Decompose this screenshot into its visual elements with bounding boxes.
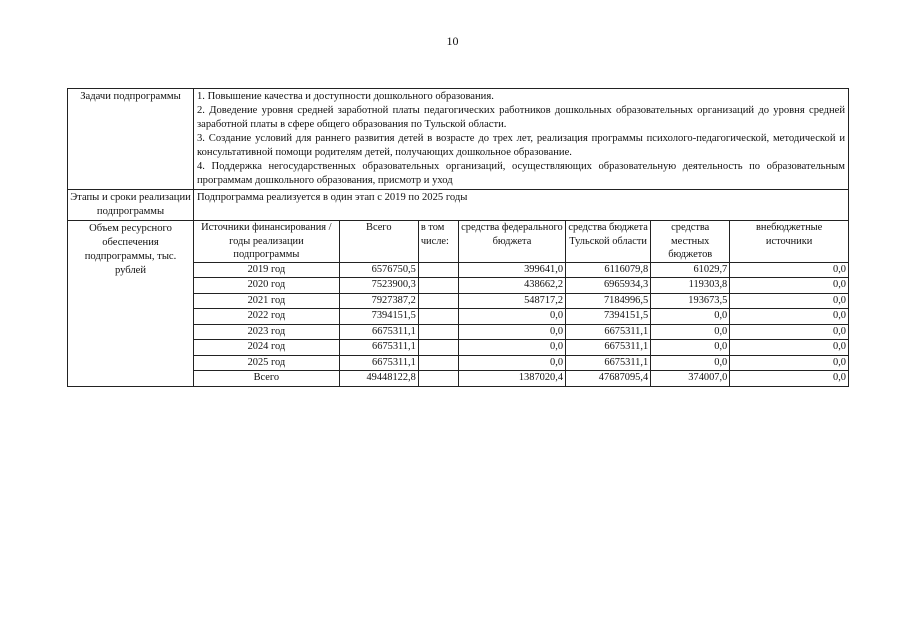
- extra-cell: 0,0: [730, 324, 848, 340]
- stages-label: Этапы и сроки реализации подпрограммы: [68, 190, 194, 221]
- federal-cell: 0,0: [458, 324, 565, 340]
- including-cell: [418, 278, 458, 294]
- passport-table: [67, 88, 849, 387]
- header-federal: средства федерального бюджета: [458, 221, 565, 262]
- total-cell: 49448122,8: [339, 371, 418, 386]
- local-cell: 0,0: [651, 355, 730, 371]
- including-cell: [418, 371, 458, 386]
- total-cell: 7927387,2: [339, 293, 418, 309]
- task-item: 4. Поддержка негосударственных образовательных организаций, осуществляющих образовательную деятельность по образовательным программам дошкольного образования, присмотр и уход: [197, 161, 845, 186]
- header-local: средства местных бюджетов: [651, 221, 730, 262]
- tasks-row: [68, 89, 849, 190]
- federal-cell: 438662,2: [458, 278, 565, 294]
- header-regional: средства бюджета Тульской области: [566, 221, 651, 262]
- total-cell: 6675311,1: [339, 340, 418, 356]
- year-cell: 2024 год: [194, 340, 339, 356]
- federal-cell: 0,0: [458, 309, 565, 325]
- task-item: 2. Доведение уровня средней заработной платы педагогических работников дошкольных образовательных организаций до уровня средней заработной платы в сфере общего образования по Тульской области.: [197, 105, 845, 130]
- local-cell: 0,0: [651, 309, 730, 325]
- extra-cell: 0,0: [730, 309, 848, 325]
- stages-row: [68, 190, 849, 221]
- table-row: [194, 340, 848, 356]
- including-cell: [418, 324, 458, 340]
- extra-cell: 0,0: [730, 371, 848, 386]
- including-cell: [418, 293, 458, 309]
- resources-label: Объем ресурсного обеспечения подпрограммы, тыс. рублей: [68, 221, 194, 387]
- including-cell: [418, 340, 458, 356]
- resources-cell: [194, 221, 849, 387]
- total-cell: 6675311,1: [339, 324, 418, 340]
- local-cell: 193673,5: [651, 293, 730, 309]
- local-cell: 0,0: [651, 340, 730, 356]
- local-cell: 119303,8: [651, 278, 730, 294]
- table-row: [194, 278, 848, 294]
- total-cell: 6675311,1: [339, 355, 418, 371]
- table-row: [194, 293, 848, 309]
- header-sources: Источники финансирования / годы реализации подпрограммы: [194, 221, 339, 262]
- header-including: в том числе:: [418, 221, 458, 262]
- tasks-label: Задачи подпрограммы: [68, 89, 194, 190]
- task-item: 1. Повышение качества и доступности дошкольного образования.: [197, 91, 494, 102]
- extra-cell: 0,0: [730, 293, 848, 309]
- table-row: [194, 262, 848, 278]
- header-extra: внебюджетные источники: [730, 221, 848, 262]
- federal-cell: 0,0: [458, 355, 565, 371]
- total-cell: 7523900,3: [339, 278, 418, 294]
- financing-table: [194, 221, 848, 386]
- table-row: [194, 309, 848, 325]
- federal-cell: 399641,0: [458, 262, 565, 278]
- extra-cell: 0,0: [730, 278, 848, 294]
- year-cell: 2020 год: [194, 278, 339, 294]
- federal-cell: 0,0: [458, 340, 565, 356]
- extra-cell: 0,0: [730, 355, 848, 371]
- including-cell: [418, 309, 458, 325]
- regional-cell: 6675311,1: [566, 324, 651, 340]
- regional-cell: 6675311,1: [566, 340, 651, 356]
- resources-row: [68, 221, 849, 387]
- table-row: [194, 324, 848, 340]
- table-row: [194, 355, 848, 371]
- regional-cell: 6675311,1: [566, 355, 651, 371]
- year-cell: 2025 год: [194, 355, 339, 371]
- year-cell: 2021 год: [194, 293, 339, 309]
- total-cell: 7394151,5: [339, 309, 418, 325]
- local-cell: 61029,7: [651, 262, 730, 278]
- page-number: 10: [446, 34, 459, 48]
- federal-cell: 1387020,4: [458, 371, 565, 386]
- total-cell: 6576750,5: [339, 262, 418, 278]
- federal-cell: 548717,2: [458, 293, 565, 309]
- extra-cell: 0,0: [730, 340, 848, 356]
- extra-cell: 0,0: [730, 262, 848, 278]
- year-cell: Всего: [194, 371, 339, 386]
- local-cell: 0,0: [651, 324, 730, 340]
- regional-cell: 7394151,5: [566, 309, 651, 325]
- regional-cell: 6965934,3: [566, 278, 651, 294]
- year-cell: 2023 год: [194, 324, 339, 340]
- including-cell: [418, 355, 458, 371]
- local-cell: 374007,0: [651, 371, 730, 386]
- task-item: 3. Создание условий для раннего развития детей в возрасте до трех лет, реализация программы психолого-педагогической, методической и консультативной помощи родителям детей, получающих дошкольное образование.: [197, 133, 845, 158]
- total-row: [194, 371, 848, 386]
- regional-cell: 6116079,8: [566, 262, 651, 278]
- including-cell: [418, 262, 458, 278]
- stages-text: Подпрограмма реализуется в один этап с 2019 по 2025 годы: [194, 190, 849, 221]
- year-cell: 2022 год: [194, 309, 339, 325]
- financing-header-row: [194, 221, 848, 262]
- tasks-body: [194, 89, 849, 190]
- year-cell: 2019 год: [194, 262, 339, 278]
- header-total: Всего: [339, 221, 418, 262]
- regional-cell: 47687095,4: [566, 371, 651, 386]
- regional-cell: 7184996,5: [566, 293, 651, 309]
